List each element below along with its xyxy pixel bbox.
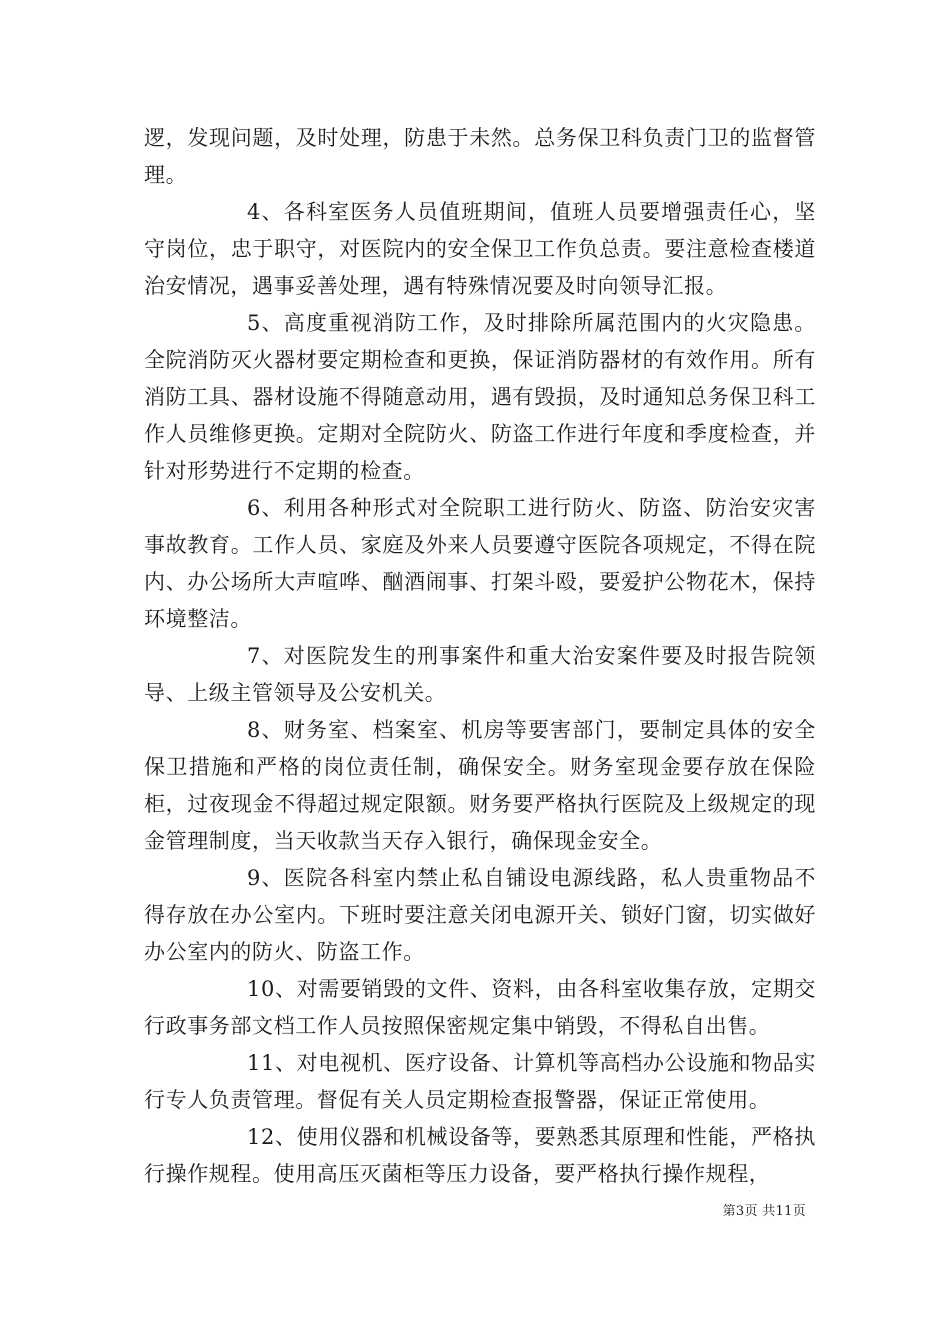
paragraph-item-4: 4、各科室医务人员值班期间，值班人员要增强责任心，坚守岗位，忠于职守，对医院内的安全保卫工作负总责。要注意检查楼道治安情况，遇事妥善处理，遇有特殊情况要及时向领导汇报。 — [144, 200, 816, 298]
footer-suffix: 页 — [792, 1204, 806, 1219]
paragraph-continuation: 逻，发现问题，及时处理，防患于未然。总务保卫科负责门卫的监督管理。 — [144, 126, 816, 187]
paragraph-item-8: 8、财务室、档案室、机房等要害部门，要制定具体的安全保卫措施和严格的岗位责任制，确保安全。财务室现金要存放在保险柜，过夜现金不得超过规定限额。财务要严格执行医院及上级规定的现金管理制度，当天收款当天存入银行，确保现金安全。 — [144, 718, 816, 853]
page-body — [144, 120, 816, 1193]
footer-prefix: 第 — [722, 1204, 736, 1219]
paragraph-item-12: 12、使用仪器和机械设备等，要熟悉其原理和性能，严格执行操作规程。使用高压灭菌柜等压力设备，要严格执行操作规程， — [144, 1125, 816, 1186]
paragraph-item-10: 10、对需要销毁的文件、资料，由各科室收集存放，定期交行政事务部文档工作人员按照保密规定集中销毁，不得私自出售。 — [144, 977, 816, 1038]
paragraph-item-9: 9、医院各科室内禁止私自铺设电源线路，私人贵重物品不得存放在办公室内。下班时要注意关闭电源开关、锁好门窗，切实做好办公室内的防火、防盗工作。 — [144, 866, 816, 964]
footer-total-pages: 11 — [775, 1204, 793, 1219]
page-number-footer — [723, 1204, 806, 1220]
footer-middle: 页 共 — [744, 1204, 776, 1219]
paragraph-item-5: 5、高度重视消防工作，及时排除所属范围内的火灾隐患。全院消防灭火器材要定期检查和更换，保证消防器材的有效作用。所有消防工具、器材设施不得随意动用，遇有毁损，及时通知总务保卫科工作人员维修更换。定期对全院防火、防盗工作进行年度和季度检查，并针对形势进行不定期的检查。 — [144, 311, 816, 483]
paragraph-item-6: 6、利用各种形式对全院职工进行防火、防盗、防治安灾害事故教育。工作人员、家庭及外来人员要遵守医院各项规定，不得在院内、办公场所大声喧哗、酗酒闹事、打架斗殴，要爱护公物花木，保持环境整洁。 — [144, 496, 816, 631]
footer-current-page: 3 — [735, 1204, 745, 1219]
paragraph-item-7: 7、对医院发生的刑事案件和重大治安案件要及时报告院领导、上级主管领导及公安机关。 — [144, 644, 816, 705]
paragraph-item-11: 11、对电视机、医疗设备、计算机等高档办公设施和物品实行专人负责管理。督促有关人员定期检查报警器，保证正常使用。 — [144, 1051, 816, 1112]
